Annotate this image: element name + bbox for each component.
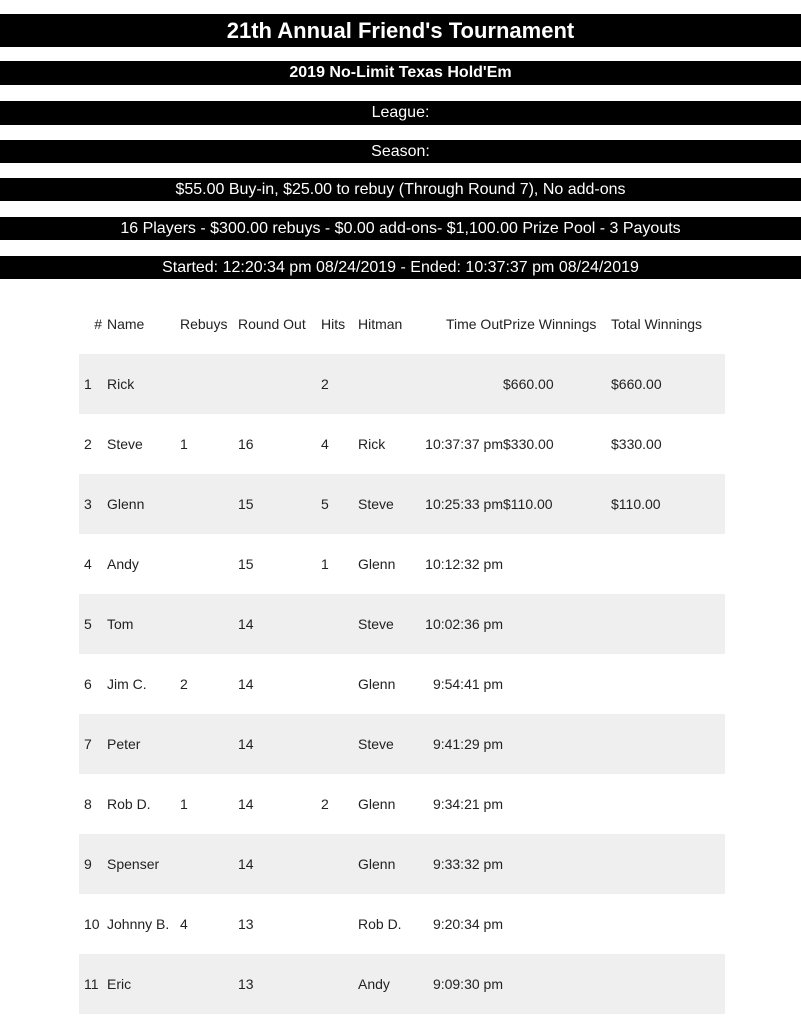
- prize-winnings-cell: $330.00: [503, 436, 554, 452]
- total-winnings-cell: $110.00: [611, 474, 725, 534]
- total-winnings-cell: [611, 894, 725, 954]
- total-winnings-cell: [611, 714, 725, 774]
- player-name-cell: Rob D.: [107, 796, 151, 812]
- time-out-cell: 9:09:30 pm: [418, 954, 503, 1014]
- hits-cell: 4: [321, 436, 329, 452]
- hitman-cell: Andy: [358, 954, 418, 1014]
- total-winnings-cell: $660.00: [611, 354, 725, 414]
- column-header-rebuys: Rebuys: [180, 316, 228, 332]
- round-out-cell: 14: [238, 796, 254, 812]
- results-table: [79, 294, 725, 1014]
- table-row: [79, 894, 725, 954]
- prize-winnings-cell: [503, 834, 611, 894]
- place-cell: 2: [84, 436, 92, 452]
- round-out-cell: 15: [238, 556, 254, 572]
- round-out-cell: 13: [238, 916, 254, 932]
- column-header-prize-winnings: Prize Winnings: [503, 316, 597, 332]
- tournament-times: Started: 12:20:34 pm 08/24/2019 - Ended: 10:37:37 pm 08/24/2019: [0, 256, 801, 279]
- game-subtitle: 2019 No-Limit Texas Hold'Em: [0, 61, 801, 85]
- rebuys-cell: 1: [180, 436, 188, 452]
- table-header-row: [79, 294, 725, 354]
- prize-winnings-cell: [503, 774, 611, 834]
- hitman-cell: Steve: [358, 714, 418, 774]
- hitman-cell: Rick: [358, 436, 386, 452]
- results-body: [79, 354, 725, 1014]
- player-name-cell: Rick: [107, 354, 180, 414]
- hits-cell: [321, 834, 358, 894]
- place-cell: 1: [79, 354, 107, 414]
- column-header-place: #: [94, 316, 102, 332]
- hitman-cell: Glenn: [358, 556, 396, 572]
- player-name-cell: Spenser: [107, 834, 180, 894]
- column-header-time-out: Time Out: [445, 316, 503, 332]
- rebuys-cell: [180, 354, 238, 414]
- hitman-cell: Rob D.: [358, 916, 402, 932]
- hitman-cell: Steve: [358, 474, 418, 534]
- hitman-cell: Steve: [358, 594, 418, 654]
- place-cell: 7: [79, 714, 107, 774]
- hitman-cell: [358, 354, 418, 414]
- rebuys-cell: [180, 954, 238, 1014]
- round-out-cell: 14: [238, 676, 254, 692]
- place-cell: 4: [84, 556, 92, 572]
- prize-pool-summary: 16 Players - $300.00 rebuys - $0.00 add-ons- $1,100.00 Prize Pool - 3 Payouts: [0, 217, 801, 240]
- place-cell: 6: [84, 676, 92, 692]
- rebuys-cell: 1: [180, 796, 188, 812]
- table-row: [79, 354, 725, 414]
- buyin-info: $55.00 Buy-in, $25.00 to rebuy (Through Round 7), No add-ons: [0, 178, 801, 201]
- place-cell: 8: [84, 796, 92, 812]
- player-name-cell: Jim C.: [107, 676, 147, 692]
- total-winnings-cell: [611, 954, 725, 1014]
- hits-cell: 5: [321, 474, 358, 534]
- prize-winnings-cell: $110.00: [503, 474, 611, 534]
- rebuys-cell: [180, 474, 238, 534]
- hits-cell: 2: [321, 796, 329, 812]
- round-out-cell: 16: [238, 436, 254, 452]
- time-out-cell: 10:12:32 pm: [425, 556, 503, 572]
- player-name-cell: Tom: [107, 594, 180, 654]
- rebuys-cell: [180, 594, 238, 654]
- column-header-total-winnings: Total Winnings: [611, 316, 703, 332]
- rebuys-cell: 4: [180, 916, 188, 932]
- prize-winnings-cell: [503, 714, 611, 774]
- column-header-round-out: Round Out: [238, 316, 306, 332]
- total-winnings-cell: $330.00: [611, 436, 662, 452]
- round-out-cell: 13: [238, 954, 321, 1014]
- prize-winnings-cell: [503, 534, 611, 594]
- prize-winnings-cell: [503, 594, 611, 654]
- time-out-cell: 10:02:36 pm: [418, 594, 503, 654]
- rebuys-cell: 2: [180, 676, 188, 692]
- column-header-hits: Hits: [321, 316, 346, 332]
- prize-winnings-cell: [503, 894, 611, 954]
- season-label: Season:: [0, 140, 801, 163]
- rebuys-cell: [180, 714, 238, 774]
- hits-cell: 1: [321, 556, 329, 572]
- time-out-cell: 10:25:33 pm: [418, 474, 503, 534]
- time-out-cell: [418, 354, 503, 414]
- round-out-cell: 14: [238, 594, 321, 654]
- prize-winnings-cell: [503, 954, 611, 1014]
- hitman-cell: Glenn: [358, 834, 418, 894]
- hitman-cell: Glenn: [358, 796, 396, 812]
- time-out-cell: 10:37:37 pm: [425, 436, 503, 452]
- player-name-cell: Glenn: [107, 474, 180, 534]
- place-cell: 3: [79, 474, 107, 534]
- column-header-hitman: Hitman: [358, 316, 403, 332]
- column-header-name: Name: [107, 316, 145, 332]
- hitman-cell: Glenn: [358, 676, 396, 692]
- table-row: [79, 414, 725, 474]
- hits-cell: [321, 654, 358, 714]
- total-winnings-cell: [611, 834, 725, 894]
- time-out-cell: 9:34:21 pm: [432, 796, 503, 812]
- tournament-title: 21th Annual Friend's Tournament: [0, 14, 801, 47]
- time-out-cell: 9:41:29 pm: [418, 714, 503, 774]
- hits-cell: [321, 894, 358, 954]
- hits-cell: 2: [321, 354, 358, 414]
- total-winnings-cell: [611, 654, 725, 714]
- player-name-cell: Steve: [107, 436, 143, 452]
- round-out-cell: 14: [238, 714, 321, 774]
- time-out-cell: 9:33:32 pm: [418, 834, 503, 894]
- hits-cell: [321, 954, 358, 1014]
- round-out-cell: [238, 354, 321, 414]
- place-cell: 9: [79, 834, 107, 894]
- table-row: [79, 654, 725, 714]
- time-out-cell: 9:54:41 pm: [432, 676, 503, 692]
- rebuys-cell: [180, 534, 238, 594]
- hits-cell: [321, 594, 358, 654]
- player-name-cell: Andy: [107, 556, 139, 572]
- table-row: [79, 594, 725, 654]
- player-name-cell: Johnny B.: [107, 916, 170, 932]
- round-out-cell: 14: [238, 834, 321, 894]
- prize-winnings-cell: [503, 654, 611, 714]
- table-row: [79, 714, 725, 774]
- rebuys-cell: [180, 834, 238, 894]
- table-row: [79, 834, 725, 894]
- table-row: [79, 954, 725, 1014]
- hits-cell: [321, 714, 358, 774]
- table-row: [79, 534, 725, 594]
- player-name-cell: Peter: [107, 714, 180, 774]
- table-row: [79, 774, 725, 834]
- total-winnings-cell: [611, 774, 725, 834]
- total-winnings-cell: [611, 594, 725, 654]
- place-cell: 11: [79, 954, 107, 1014]
- round-out-cell: 15: [238, 474, 321, 534]
- league-label: League:: [0, 101, 801, 125]
- time-out-cell: 9:20:34 pm: [432, 916, 503, 932]
- place-cell: 5: [79, 594, 107, 654]
- player-name-cell: Eric: [107, 954, 180, 1014]
- prize-winnings-cell: $660.00: [503, 354, 611, 414]
- table-row: [79, 474, 725, 534]
- place-cell: 10: [84, 916, 100, 932]
- total-winnings-cell: [611, 534, 725, 594]
